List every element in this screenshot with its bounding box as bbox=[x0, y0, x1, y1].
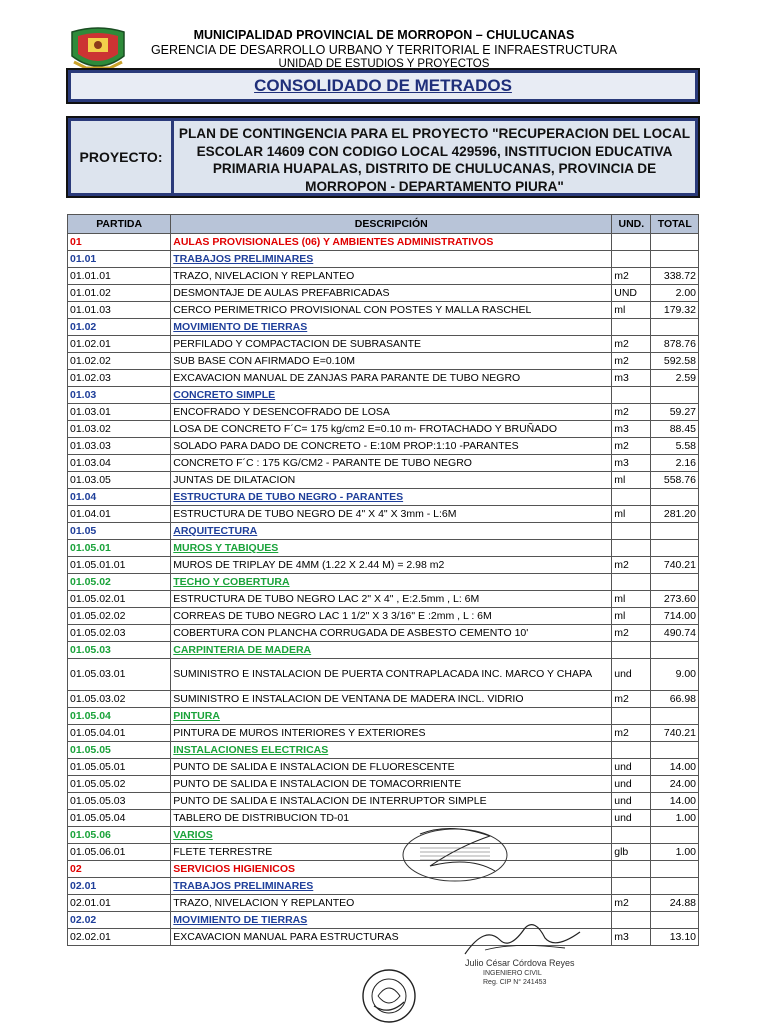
descripcion-cell: TRABAJOS PRELIMINARES bbox=[171, 878, 612, 895]
partida-cell: 01.05.05.01 bbox=[68, 759, 171, 776]
und-cell: m2 bbox=[612, 336, 651, 353]
column-header-descripcion: DESCRIPCIÓN bbox=[171, 215, 612, 234]
descripcion-cell: MUROS Y TABIQUES bbox=[171, 540, 612, 557]
table-row bbox=[68, 929, 699, 946]
descripcion-cell: INSTALACIONES ELECTRICAS bbox=[171, 742, 612, 759]
total-cell bbox=[651, 251, 699, 268]
official-oval-stamp bbox=[400, 826, 510, 884]
table-header-row bbox=[68, 215, 699, 234]
descripcion-cell: ENCOFRADO Y DESENCOFRADO DE LOSA bbox=[171, 404, 612, 421]
total-cell: 558.76 bbox=[651, 472, 699, 489]
partida-cell: 01.03 bbox=[68, 387, 171, 404]
department-name: GERENCIA DE DESARROLLO URBANO Y TERRITORIAL E INFRAESTRUCTURA bbox=[150, 43, 618, 57]
total-cell: 740.21 bbox=[651, 725, 699, 742]
descripcion-cell: VARIOS bbox=[171, 827, 612, 844]
und-cell: m2 bbox=[612, 438, 651, 455]
total-cell: 1.00 bbox=[651, 810, 699, 827]
total-cell: 273.60 bbox=[651, 591, 699, 608]
table-row bbox=[68, 591, 699, 608]
total-cell: 88.45 bbox=[651, 421, 699, 438]
project-box bbox=[66, 116, 700, 198]
table-row bbox=[68, 268, 699, 285]
und-cell: m3 bbox=[612, 421, 651, 438]
descripcion-cell: EXCAVACION MANUAL PARA ESTRUCTURAS bbox=[171, 929, 612, 946]
descripcion-cell: PINTURA DE MUROS INTERIORES Y EXTERIORES bbox=[171, 725, 612, 742]
descripcion-cell: CERCO PERIMETRICO PROVISIONAL CON POSTES Y MALLA RASCHEL bbox=[171, 302, 612, 319]
table-body bbox=[68, 234, 699, 946]
und-cell: m2 bbox=[612, 625, 651, 642]
title-bar bbox=[66, 68, 700, 104]
partida-cell: 01.01.02 bbox=[68, 285, 171, 302]
total-cell: 5.58 bbox=[651, 438, 699, 455]
table-row bbox=[68, 370, 699, 387]
partida-cell: 01.05.04 bbox=[68, 708, 171, 725]
table-row bbox=[68, 608, 699, 625]
und-cell: m2 bbox=[612, 691, 651, 708]
partida-cell: 01.05 bbox=[68, 523, 171, 540]
total-cell bbox=[651, 523, 699, 540]
total-cell bbox=[651, 387, 699, 404]
project-label: PROYECTO: bbox=[71, 121, 171, 193]
total-cell bbox=[651, 489, 699, 506]
project-description: PLAN DE CONTINGENCIA PARA EL PROYECTO "RECUPERACION DEL LOCAL ESCOLAR 14609 CON CODIGO LOCAL 429596, INSTITUCION EDUCATIVA PRIMARIA HUAPALAS, DISTRITO DE CHULUCANAS, PROVINCIA DE MORROPON - DEPARTAMENTO PIURA" bbox=[174, 121, 695, 193]
partida-cell: 01.01.01 bbox=[68, 268, 171, 285]
partida-cell: 02 bbox=[68, 861, 171, 878]
partida-cell: 01.05.05.02 bbox=[68, 776, 171, 793]
descripcion-cell: CONCRETO F´C : 175 KG/CM2 - PARANTE DE TUBO NEGRO bbox=[171, 455, 612, 472]
section-row bbox=[68, 319, 699, 336]
total-cell bbox=[651, 742, 699, 759]
total-cell bbox=[651, 878, 699, 895]
table-row bbox=[68, 793, 699, 810]
table-row bbox=[68, 353, 699, 370]
metrados-table bbox=[67, 214, 699, 946]
table-row bbox=[68, 404, 699, 421]
table-row bbox=[68, 336, 699, 353]
table-row bbox=[68, 659, 699, 691]
total-cell: 281.20 bbox=[651, 506, 699, 523]
descripcion-cell: ARQUITECTURA bbox=[171, 523, 612, 540]
descripcion-cell: TECHO Y COBERTURA bbox=[171, 574, 612, 591]
table-row bbox=[68, 506, 699, 523]
descripcion-cell: TRAZO, NIVELACION Y REPLANTEO bbox=[171, 895, 612, 912]
total-cell: 14.00 bbox=[651, 759, 699, 776]
und-cell bbox=[612, 489, 651, 506]
section-row bbox=[68, 742, 699, 759]
total-cell: 1.00 bbox=[651, 844, 699, 861]
column-header-partida: PARTIDA bbox=[68, 215, 171, 234]
und-cell: UND bbox=[612, 285, 651, 302]
table-row bbox=[68, 691, 699, 708]
section-row bbox=[68, 827, 699, 844]
partida-cell: 01.05.02.01 bbox=[68, 591, 171, 608]
und-cell bbox=[612, 912, 651, 929]
und-cell: ml bbox=[612, 506, 651, 523]
partida-cell: 02.01.01 bbox=[68, 895, 171, 912]
table-row bbox=[68, 557, 699, 574]
table-row bbox=[68, 895, 699, 912]
partida-cell: 02.01 bbox=[68, 878, 171, 895]
partida-cell: 01.05.01 bbox=[68, 540, 171, 557]
partida-cell: 01.02.03 bbox=[68, 370, 171, 387]
table-row bbox=[68, 810, 699, 827]
document-title: CONSOLIDADO DE METRADOS bbox=[254, 76, 512, 95]
descripcion-cell: PERFILADO Y COMPACTACION DE SUBRASANTE bbox=[171, 336, 612, 353]
engineer-signature bbox=[455, 920, 590, 995]
section-row bbox=[68, 878, 699, 895]
descripcion-cell: FLETE TERRESTRE bbox=[171, 844, 612, 861]
section-row bbox=[68, 912, 699, 929]
und-cell bbox=[612, 319, 651, 336]
descripcion-cell: TRAZO, NIVELACION Y REPLANTEO bbox=[171, 268, 612, 285]
und-cell bbox=[612, 574, 651, 591]
total-cell: 338.72 bbox=[651, 268, 699, 285]
und-cell: m2 bbox=[612, 725, 651, 742]
und-cell: m2 bbox=[612, 268, 651, 285]
total-cell: 2.00 bbox=[651, 285, 699, 302]
partida-cell: 01.05.02.02 bbox=[68, 608, 171, 625]
und-cell: m2 bbox=[612, 353, 651, 370]
total-cell bbox=[651, 574, 699, 591]
column-header-und: UND. bbox=[612, 215, 651, 234]
partida-cell: 01.03.01 bbox=[68, 404, 171, 421]
descripcion-cell: EXCAVACION MANUAL DE ZANJAS PARA PARANTE DE TUBO NEGRO bbox=[171, 370, 612, 387]
und-cell bbox=[612, 251, 651, 268]
descripcion-cell: ESTRUCTURA DE TUBO NEGRO - PARANTES bbox=[171, 489, 612, 506]
partida-cell: 01.02 bbox=[68, 319, 171, 336]
descripcion-cell: SUMINISTRO E INSTALACION DE PUERTA CONTRAPLACADA INC. MARCO Y CHAPA bbox=[171, 659, 612, 691]
und-cell: und bbox=[612, 776, 651, 793]
total-cell: 2.16 bbox=[651, 455, 699, 472]
und-cell: ml bbox=[612, 302, 651, 319]
descripcion-cell: JUNTAS DE DILATACION bbox=[171, 472, 612, 489]
table-row bbox=[68, 285, 699, 302]
und-cell: und bbox=[612, 793, 651, 810]
total-cell: 592.58 bbox=[651, 353, 699, 370]
und-cell bbox=[612, 642, 651, 659]
und-cell: m3 bbox=[612, 929, 651, 946]
descripcion-cell: DESMONTAJE DE AULAS PREFABRICADAS bbox=[171, 285, 612, 302]
und-cell bbox=[612, 861, 651, 878]
total-cell: 878.76 bbox=[651, 336, 699, 353]
descripcion-cell: CARPINTERIA DE MADERA bbox=[171, 642, 612, 659]
und-cell bbox=[612, 523, 651, 540]
und-cell: glb bbox=[612, 844, 651, 861]
und-cell bbox=[612, 387, 651, 404]
descripcion-cell: SERVICIOS HIGIENICOS bbox=[171, 861, 612, 878]
partida-cell: 01.05.06 bbox=[68, 827, 171, 844]
total-cell: 2.59 bbox=[651, 370, 699, 387]
total-cell: 24.88 bbox=[651, 895, 699, 912]
section-row bbox=[68, 234, 699, 251]
und-cell bbox=[612, 742, 651, 759]
official-round-seal bbox=[356, 966, 422, 1024]
descripcion-cell: LOSA DE CONCRETO F´C= 175 kg/cm2 E=0.10 m- FROTACHADO Y BRUÑADO bbox=[171, 421, 612, 438]
signature-name: Julio César Córdova Reyes bbox=[465, 958, 575, 968]
table-row bbox=[68, 302, 699, 319]
partida-cell: 02.02.01 bbox=[68, 929, 171, 946]
partida-cell: 01.03.05 bbox=[68, 472, 171, 489]
total-cell: 24.00 bbox=[651, 776, 699, 793]
total-cell bbox=[651, 912, 699, 929]
section-row bbox=[68, 642, 699, 659]
table-row bbox=[68, 438, 699, 455]
table-row bbox=[68, 844, 699, 861]
partida-cell: 01.05.04.01 bbox=[68, 725, 171, 742]
partida-cell: 01.02.01 bbox=[68, 336, 171, 353]
table-row bbox=[68, 625, 699, 642]
partida-cell: 01.05.01.01 bbox=[68, 557, 171, 574]
und-cell bbox=[612, 827, 651, 844]
descripcion-cell: COBERTURA CON PLANCHA CORRUGADA DE ASBESTO CEMENTO 10' bbox=[171, 625, 612, 642]
descripcion-cell: MUROS DE TRIPLAY DE 4MM (1.22 X 2.44 M) = 2.98 m2 bbox=[171, 557, 612, 574]
section-row bbox=[68, 387, 699, 404]
partida-cell: 01.01.03 bbox=[68, 302, 171, 319]
column-header-total: TOTAL bbox=[651, 215, 699, 234]
und-cell: m2 bbox=[612, 895, 651, 912]
partida-cell: 01.02.02 bbox=[68, 353, 171, 370]
section-row bbox=[68, 540, 699, 557]
descripcion-cell: ESTRUCTURA DE TUBO NEGRO LAC 2" X 4" , E:2.5mm , L: 6M bbox=[171, 591, 612, 608]
partida-cell: 01.03.03 bbox=[68, 438, 171, 455]
section-row bbox=[68, 489, 699, 506]
table-row bbox=[68, 776, 699, 793]
total-cell: 13.10 bbox=[651, 929, 699, 946]
partida-cell: 01.05.02.03 bbox=[68, 625, 171, 642]
descripcion-cell: ESTRUCTURA DE TUBO NEGRO DE 4" X 4" X 3mm - L:6M bbox=[171, 506, 612, 523]
partida-cell: 01.05.05.03 bbox=[68, 793, 171, 810]
partida-cell: 01.01 bbox=[68, 251, 171, 268]
und-cell: ml bbox=[612, 591, 651, 608]
und-cell bbox=[612, 540, 651, 557]
total-cell bbox=[651, 234, 699, 251]
total-cell: 714.00 bbox=[651, 608, 699, 625]
partida-cell: 02.02 bbox=[68, 912, 171, 929]
und-cell: und bbox=[612, 659, 651, 691]
partida-cell: 01.04.01 bbox=[68, 506, 171, 523]
und-cell: m3 bbox=[612, 370, 651, 387]
partida-cell: 01.05.03.01 bbox=[68, 659, 171, 691]
table-row bbox=[68, 455, 699, 472]
descripcion-cell: PINTURA bbox=[171, 708, 612, 725]
und-cell: ml bbox=[612, 608, 651, 625]
section-row bbox=[68, 523, 699, 540]
unit-name: UNIDAD DE ESTUDIOS Y PROYECTOS bbox=[278, 58, 490, 68]
municipality-name: MUNICIPALIDAD PROVINCIAL DE MORROPON – CHULUCANAS bbox=[193, 28, 575, 42]
table-row bbox=[68, 472, 699, 489]
total-cell bbox=[651, 540, 699, 557]
descripcion-cell: TABLERO DE DISTRIBUCION TD-01 bbox=[171, 810, 612, 827]
total-cell bbox=[651, 827, 699, 844]
descripcion-cell: MOVIMIENTO DE TIERRAS bbox=[171, 319, 612, 336]
section-row bbox=[68, 861, 699, 878]
total-cell bbox=[651, 642, 699, 659]
partida-cell: 01.04 bbox=[68, 489, 171, 506]
partida-cell: 01.05.06.01 bbox=[68, 844, 171, 861]
total-cell: 179.32 bbox=[651, 302, 699, 319]
section-row bbox=[68, 574, 699, 591]
und-cell: und bbox=[612, 759, 651, 776]
partida-cell: 01.05.03.02 bbox=[68, 691, 171, 708]
und-cell: m2 bbox=[612, 557, 651, 574]
partida-cell: 01.05.05 bbox=[68, 742, 171, 759]
descripcion-cell: TRABAJOS PRELIMINARES bbox=[171, 251, 612, 268]
descripcion-cell: PUNTO DE SALIDA E INSTALACION DE FLUORESCENTE bbox=[171, 759, 612, 776]
partida-cell: 01.05.02 bbox=[68, 574, 171, 591]
table-row bbox=[68, 725, 699, 742]
section-row bbox=[68, 251, 699, 268]
partida-cell: 01.05.03 bbox=[68, 642, 171, 659]
total-cell bbox=[651, 861, 699, 878]
und-cell: und bbox=[612, 810, 651, 827]
section-row bbox=[68, 708, 699, 725]
descripcion-cell: PUNTO DE SALIDA E INSTALACION DE TOMACORRIENTE bbox=[171, 776, 612, 793]
total-cell bbox=[651, 708, 699, 725]
descripcion-cell: MOVIMIENTO DE TIERRAS bbox=[171, 912, 612, 929]
table-row bbox=[68, 421, 699, 438]
descripcion-cell: SUB BASE CON AFIRMADO E=0.10M bbox=[171, 353, 612, 370]
signature-title: INGENIERO CIVIL bbox=[483, 970, 542, 977]
und-cell bbox=[612, 708, 651, 725]
und-cell: m2 bbox=[612, 404, 651, 421]
und-cell: m3 bbox=[612, 455, 651, 472]
partida-cell: 01.03.02 bbox=[68, 421, 171, 438]
descripcion-cell: SUMINISTRO E INSTALACION DE VENTANA DE MADERA INCL. VIDRIO bbox=[171, 691, 612, 708]
partida-cell: 01.03.04 bbox=[68, 455, 171, 472]
partida-cell: 01 bbox=[68, 234, 171, 251]
total-cell: 14.00 bbox=[651, 793, 699, 810]
signature-registration: Reg. CIP N° 241453 bbox=[483, 979, 547, 986]
partida-cell: 01.05.05.04 bbox=[68, 810, 171, 827]
total-cell: 490.74 bbox=[651, 625, 699, 642]
descripcion-cell: CORREAS DE TUBO NEGRO LAC 1 1/2" X 3 3/16" E :2mm , L : 6M bbox=[171, 608, 612, 625]
total-cell bbox=[651, 319, 699, 336]
descripcion-cell: AULAS PROVISIONALES (06) Y AMBIENTES ADMINISTRATIVOS bbox=[171, 234, 612, 251]
und-cell bbox=[612, 234, 651, 251]
und-cell: ml bbox=[612, 472, 651, 489]
total-cell: 66.98 bbox=[651, 691, 699, 708]
total-cell: 740.21 bbox=[651, 557, 699, 574]
descripcion-cell: PUNTO DE SALIDA E INSTALACION DE INTERRUPTOR SIMPLE bbox=[171, 793, 612, 810]
table-row bbox=[68, 759, 699, 776]
total-cell: 59.27 bbox=[651, 404, 699, 421]
descripcion-cell: SOLADO PARA DADO DE CONCRETO - E:10M PROP:1:10 -PARANTES bbox=[171, 438, 612, 455]
und-cell bbox=[612, 878, 651, 895]
total-cell: 9.00 bbox=[651, 659, 699, 691]
document-header bbox=[0, 28, 768, 68]
descripcion-cell: CONCRETO SIMPLE bbox=[171, 387, 612, 404]
